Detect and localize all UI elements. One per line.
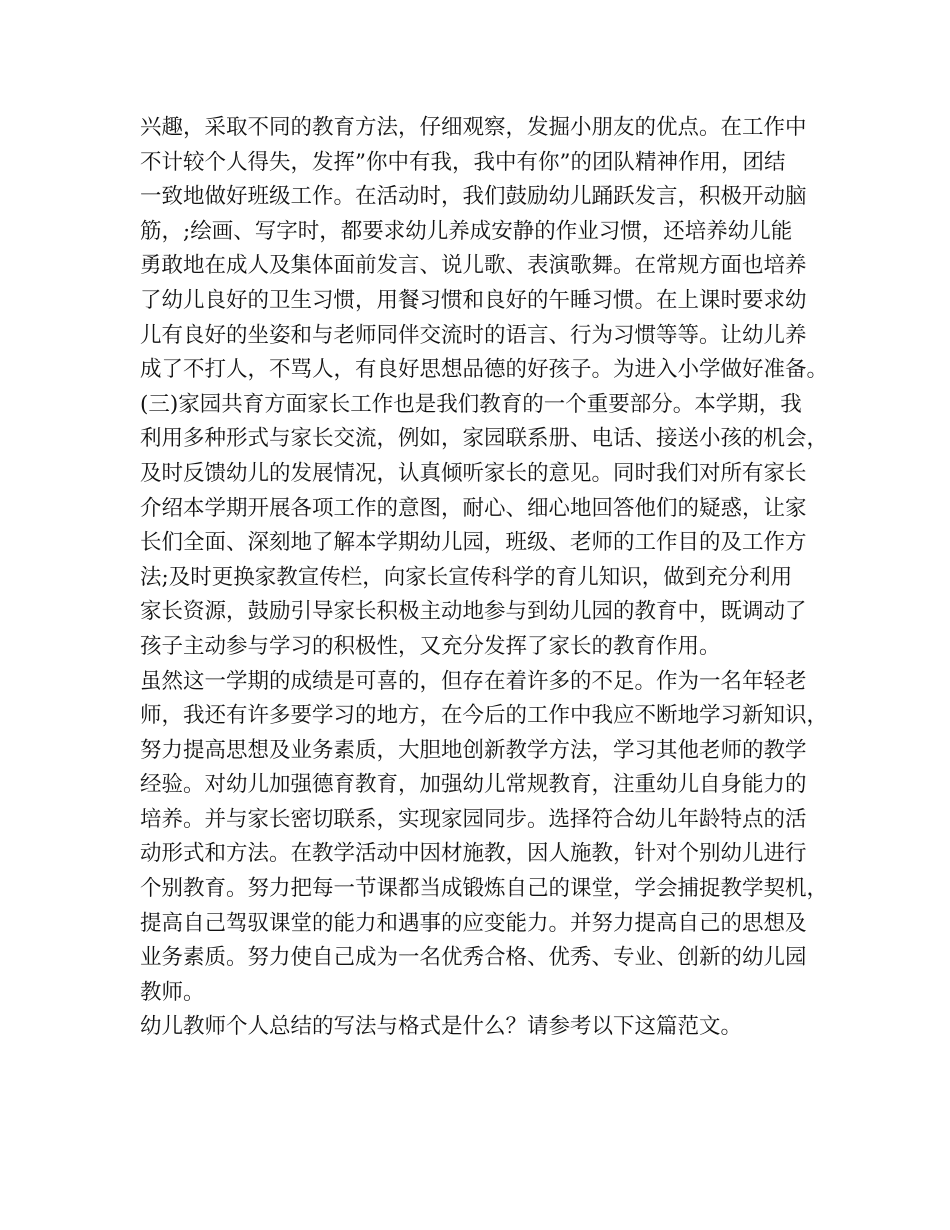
- text-line: 不计较个人得失，发挥”你中有我，我中有你”的团队精神作用，团结: [140, 149, 786, 175]
- text-line: 虽然这一学期的成绩是可喜的，但存在着许多的不足。作为一名年轻老: [140, 668, 807, 694]
- text-line: 个别教育。努力把每一节课都当成锻炼自己的课堂，学会捕捉教学契机，: [140, 876, 829, 902]
- text-line: 儿有良好的坐姿和与老师同伴交流时的语言、行为习惯等等。让幼儿养: [140, 322, 807, 348]
- text-line: 业务素质。努力使自己成为一名优秀合格、优秀、专业、创新的幼儿园: [140, 945, 807, 971]
- text-line: 长们全面、深刻地了解本学期幼儿园，班级、老师的工作目的及工作方: [140, 530, 807, 556]
- text-line: 勇敢地在成人及集体面前发言、说儿歌、表演歌舞。在常规方面也培养: [140, 253, 807, 279]
- text-line: 孩子主动参与学习的积极性，又充分发挥了家长的教育作用。: [140, 633, 721, 659]
- text-line: 筋，;绘画、写字时，都要求幼儿养成安静的作业习惯，还培养幼儿能: [140, 218, 793, 244]
- text-line: 动形式和方法。在教学活动中因材施教，因人施教，针对个别幼儿进行: [140, 841, 807, 867]
- text-line: 努力提高思想及业务素质，大胆地创新教学方法，学习其他老师的教学: [140, 737, 807, 763]
- text-line: 经验。对幼儿加强德育教育，加强幼儿常规教育，注重幼儿自身能力的: [140, 772, 807, 798]
- text-line: (三)家园共育方面家长工作也是我们教育的一个重要部分。本学期，我: [140, 391, 802, 417]
- text-line: 培养。并与家长密切联系，实现家园同步。选择符合幼儿年龄特点的活: [140, 806, 807, 832]
- text-line: 兴趣，采取不同的教育方法，仔细观察，发掘小朋友的优点。在工作中: [140, 115, 807, 140]
- text-line: 成了不打人，不骂人，有良好思想品德的好孩子。为进入小学做好准备。: [140, 357, 829, 383]
- text-line: 利用多种形式与家长交流，例如，家园联系册、电话、接送小孩的机会，: [140, 426, 829, 452]
- text-line: 幼儿教师个人总结的写法与格式是什么？请参考以下这篇范文。: [140, 1014, 743, 1040]
- text-line: 提高自己驾驭课堂的能力和遇事的应变能力。并努力提高自己的思想及: [140, 910, 807, 936]
- text-line: 师，我还有许多要学习的地方，在今后的工作中我应不断地学习新知识，: [140, 703, 829, 729]
- body-text: [140, 111, 830, 1045]
- text-line: 法;及时更换家教宣传栏，向家长宣传科学的育儿知识，做到充分利用: [140, 564, 793, 590]
- text-line: 介绍本学期开展各项工作的意图，耐心、细心地回答他们的疑惑，让家: [140, 495, 807, 521]
- text-line: 及时反馈幼儿的发展情况，认真倾听家长的意见。同时我们对所有家长: [140, 460, 807, 486]
- text-line: 教师。: [140, 979, 205, 1005]
- text-line: 了幼儿良好的卫生习惯，用餐习惯和良好的午睡习惯。在上课时要求幼: [140, 287, 807, 313]
- text-line: 一致地做好班级工作。在活动时，我们鼓励幼儿踊跃发言，积极开动脑: [140, 184, 807, 210]
- text-line: 家长资源，鼓励引导家长积极主动地参与到幼儿园的教育中，既调动了: [140, 599, 807, 625]
